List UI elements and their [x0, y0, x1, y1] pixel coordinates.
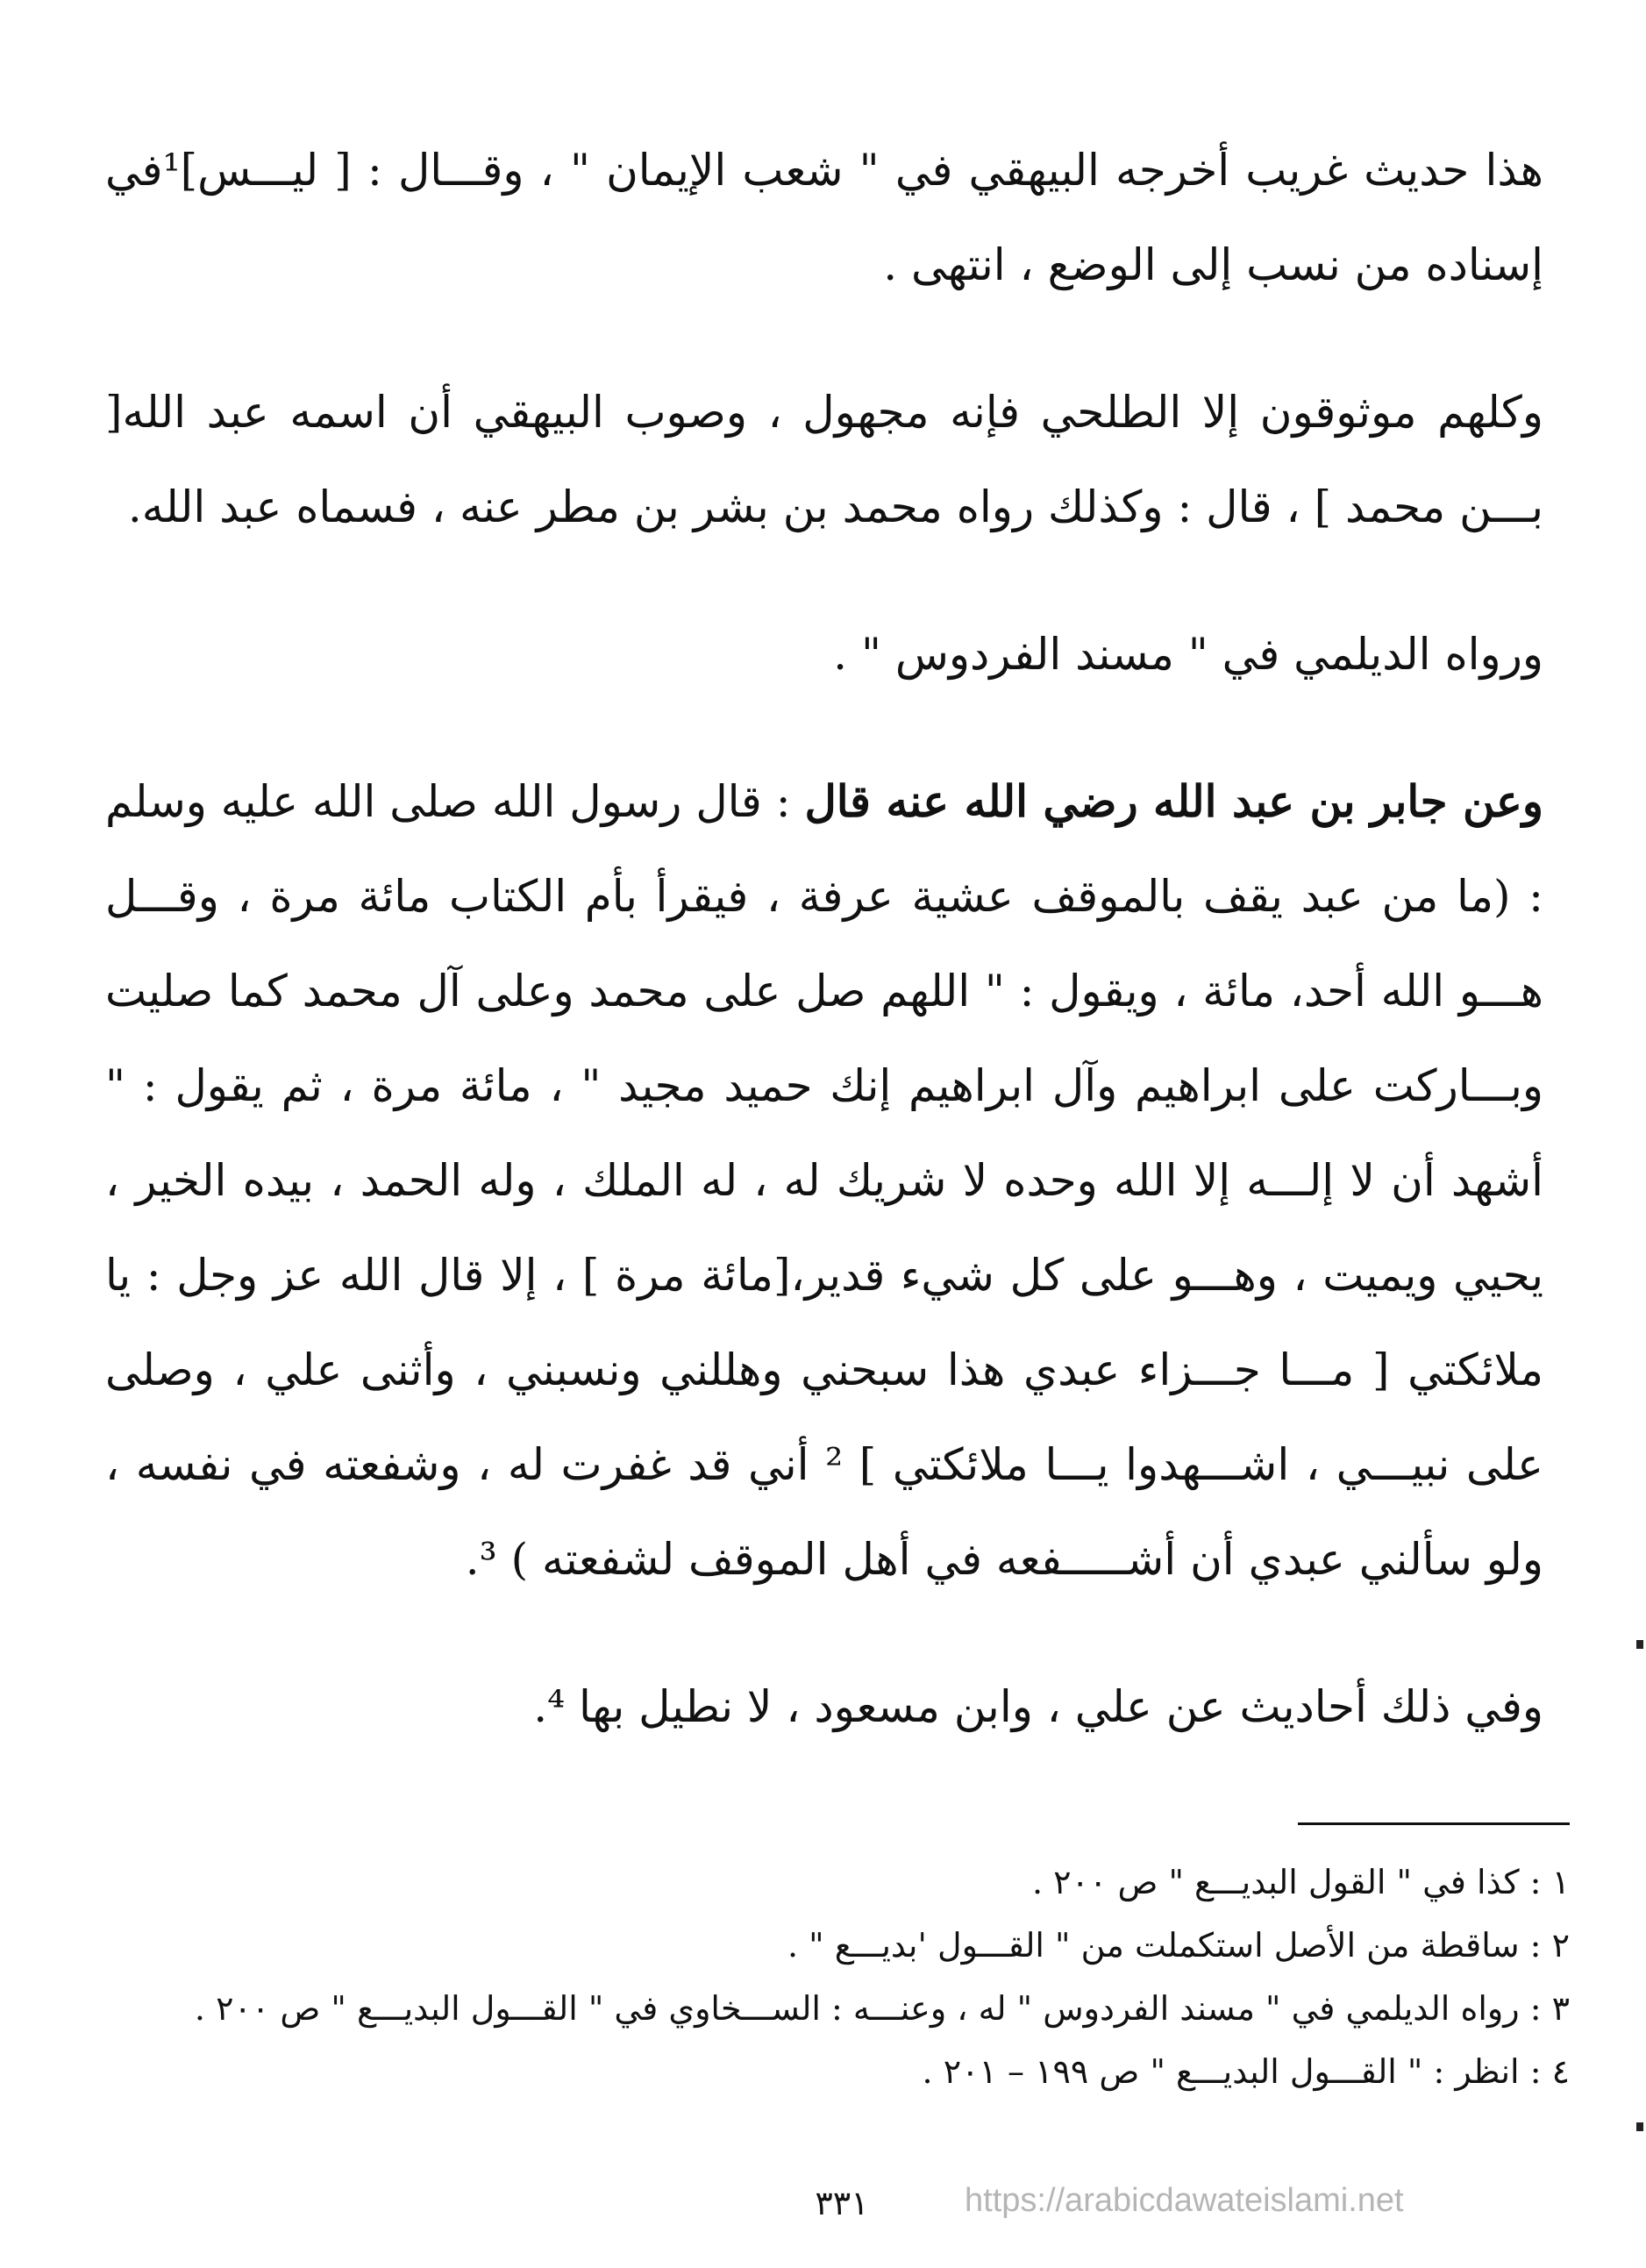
main-text: [105, 123, 1543, 1754]
paragraph-3: ورواه الديلمي في " مسند الفردوس " .: [833, 629, 1543, 680]
footnote-4: ٤ : انظر : " القـــول البديـــع " ص ١٩٩ – ٢٠١ .: [922, 2052, 1570, 2091]
scan-edge-mark: [1636, 1640, 1643, 1649]
watermark-url: https://arabicdawateislami.net: [965, 2182, 1404, 2219]
paragraph-1: هذا حديث غريب أخرجه البيهقي في " شعب الإيمان " ، وقـــال : [ ليـــس]¹في إسناده من نسب إلى الوضع ، انتهى .: [105, 145, 1543, 290]
footnote-1: ١ : كذا في " القول البديـــع " ص ٢٠٠ .: [1031, 1863, 1570, 1901]
footnotes: [132, 1851, 1570, 2103]
scan-edge-mark: [1636, 2122, 1643, 2131]
footnote-3: ٣ : رواه الديلمي في " مسند الفردوس " له ، وعنـــه : الســـخاوي في " القـــول البديـــع " ص ٢٠٠ .: [194, 1989, 1570, 2028]
hadith-narrator: وعن جابر بن عبد الله رضي الله عنه قال: [804, 775, 1543, 827]
footnote-2: ٢ : ساقطة من الأصل استكملت من " القـــول 'بديـــع " .: [787, 1926, 1570, 1965]
page-number: ٣٣١: [815, 2184, 869, 2222]
hadith-paragraph: [105, 754, 1543, 1607]
footnote-divider: [1298, 1822, 1570, 1825]
closing-paragraph: وفي ذلك أحاديث عن علي ، وابن مسعود ، لا نطيل بها ⁴.: [533, 1681, 1543, 1732]
hadith-text: : قال رسول الله صلى الله عليه وسلم : (ما من عبد يقف بالموقف عشية عرفة ، فيقرأ بأم الكتاب مائة مرة ، وقـــل هـــو الله أحد، مائة ، ويقول : " اللهم صل على محمد وعلى آل محمد كما صليت وبـــاركت على ابراهيم وآل ابراهيم إنك حميد مجيد " ، مائة مرة ، ثم يقول : " أشهد أن لا إلـــه إلا الله وحده لا شريك له ، له الملك ، وله الحمد ، بيده الخير ، يحيي ويميت ، وهـــو على كل شيء قدير،[مائة مرة ] ، إلا قال الله عز وجل : يا ملائكتي [ مـــا جـــزاء عبدي هذا سبحني وهللني ونسبني ، وأثنى علي ، وصلى على نبيـــي ، اشـــهدوا يـــا ملائكتي ] ² أني قد غفرت له ، وشفعته في نفسه ، ولو سألني عبدي أن أشـــــفعه في أهل الموقف لشفعته ) ³.: [104, 776, 1543, 1585]
paragraph-2: وكلهم موثوقون إلا الطلحي فإنه مجهول ، وصوب البيهقي أن اسمه عبد الله[ بـــن محمد ] ، قال : وكذلك رواه محمد بن بشر بن مطر عنه ، فسماه عبد الله.: [105, 387, 1543, 532]
